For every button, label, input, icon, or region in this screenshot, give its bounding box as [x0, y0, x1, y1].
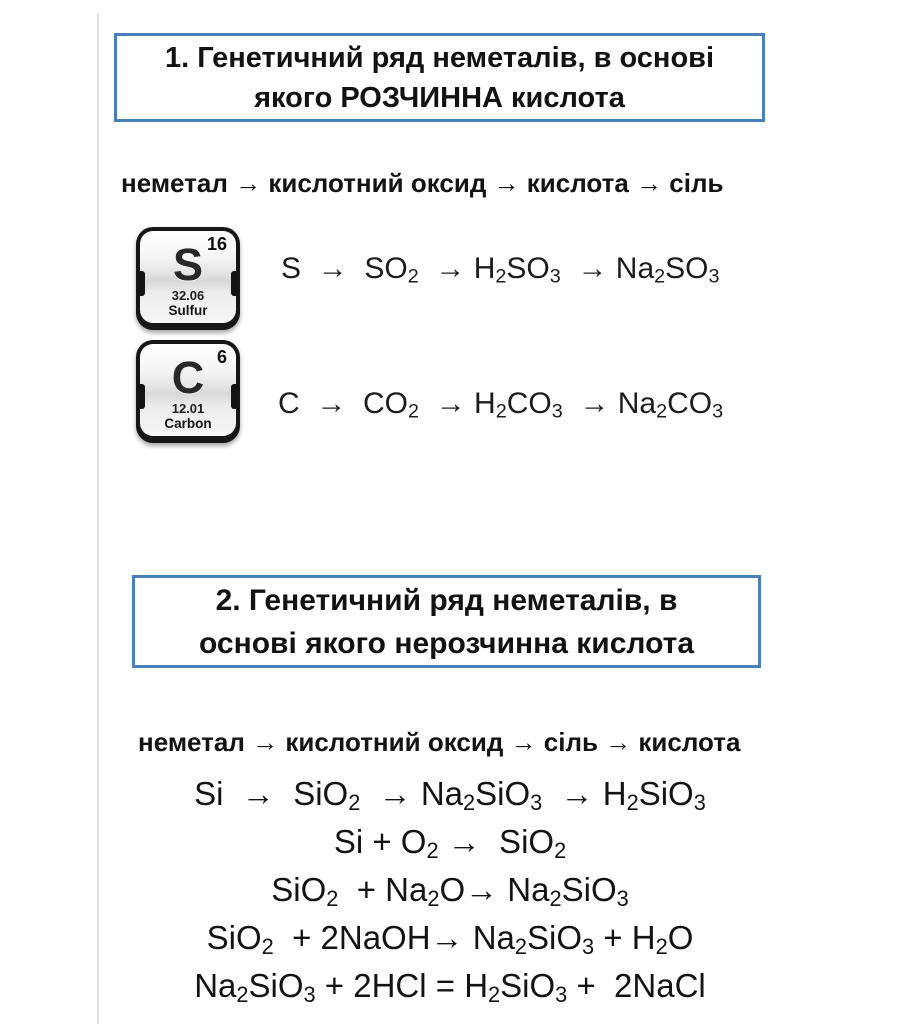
silicon-oxide-naoh-equation: SiO$_2$ + 2NaOH→ $Na_2SiO_3 + H_2O$: [206, 919, 694, 959]
element-tile-carbon: [136, 340, 240, 443]
carbon-atomic-mass: 12.01: [171, 401, 205, 416]
element-tile-sulfur-body: [140, 231, 236, 323]
section2-scheme-text: неметал → кислотний оксид → сіль → кислота: [138, 727, 741, 757]
sulfur-atomic-number: 16: [206, 234, 227, 254]
element-tile-sulfur: [136, 227, 240, 330]
carbon-atomic-number: 6: [216, 347, 227, 367]
silicon-genetic-chain-equation: $Si \to SiO_2 \to Na_2SiO_3 \to H_2SiO_3$: [194, 775, 706, 815]
sulfur-element-name: Sulfur: [168, 303, 208, 318]
sodium-silicate-hcl-equation: $Na_2SiO_3 + 2HCl = H_2SiO_3$ + 2NaCl: [194, 967, 706, 1007]
silicon-oxidation-equation: $Si + O_2 \to SiO_2$: [333, 823, 567, 863]
section2-title-line1: 2. Генетичний ряд неметалів, в: [215, 583, 678, 617]
silicon-equations-block: [97, 770, 803, 1010]
tile-frame-notch-right-icon: [231, 384, 237, 409]
element-tile-carbon-body: [140, 344, 236, 436]
tile-frame-notch-left-icon: [139, 271, 145, 296]
section1-scheme-text: неметал → кислотний оксид → кислота → сіль: [121, 168, 724, 198]
carbon-element-name: Carbon: [164, 416, 212, 431]
carbon-symbol: C: [171, 352, 205, 403]
silicon-oxide-sodium-oxide-equation: $SiO_2 + Na_2O\to Na_2SiO_3$: [271, 871, 629, 911]
sulfur-symbol: S: [172, 239, 203, 290]
tile-frame-notch-right-icon: [231, 271, 237, 296]
section1-title-line2: якого РОЗЧИННА кислота: [254, 81, 625, 114]
section1-title-box: [114, 33, 765, 122]
carbon-genetic-chain-equation: $C \to CO_2 \to H_2CO_3 \to Na_2CO_3$: [278, 387, 724, 423]
sulfur-atomic-mass: 32.06: [171, 288, 205, 303]
section1-title-line1: 1. Генетичний ряд неметалів, в основі: [164, 41, 715, 74]
section2-title-line2: основі якого нерозчинна кислота: [198, 626, 695, 660]
tile-frame-notch-left-icon: [139, 384, 145, 409]
sulfur-genetic-chain-equation: $S \to SO_2 \to H_2SO_3 \to Na_2SO_3$: [281, 252, 720, 288]
section2-title-box: [132, 575, 761, 668]
